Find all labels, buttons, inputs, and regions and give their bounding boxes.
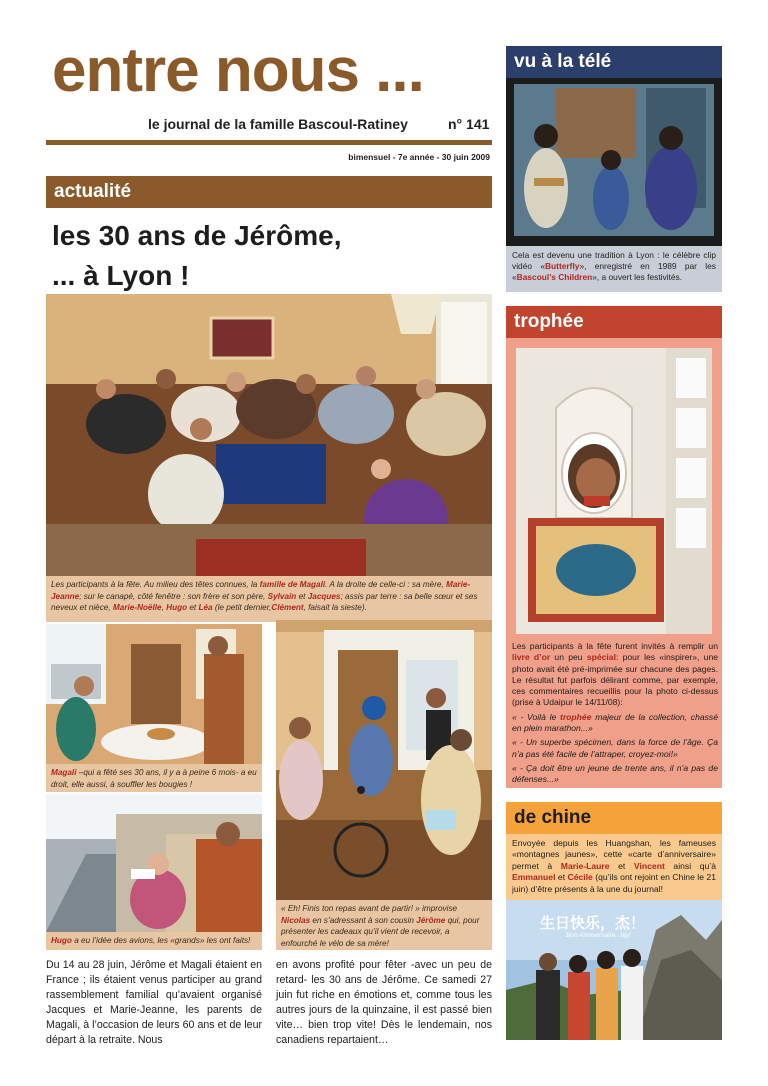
- trophee-text: [512, 641, 718, 789]
- caption-highlight: Léa: [198, 603, 213, 612]
- text: : pour les «inspirer», une photo avait été pré-imprimée sur chacune des pages. Le résultat fut parfois délirant comme, par exemple, ces commentaires recueillis pour la photo ci-dessus (prise à Udaipur le 14/11/08):: [512, 652, 719, 708]
- headline: [52, 216, 342, 296]
- headline-line-2: ... à Lyon !: [52, 260, 190, 291]
- caption-text: . A la droite de celle-ci : sa mère,: [325, 580, 447, 589]
- caption-text: », enregistré en 1989 par les «: [512, 261, 716, 282]
- hugo-caption: [46, 932, 262, 950]
- headline-line-1: les 30 ans de Jérôme,: [52, 220, 342, 251]
- section-bar-actualite: [46, 176, 492, 208]
- caption-text: et: [187, 603, 199, 612]
- group-photo: [46, 294, 492, 576]
- caption-text: ,: [161, 603, 167, 612]
- highlight: spécial: [586, 652, 616, 663]
- tv-screen-photo: [506, 78, 722, 246]
- dateline: bimensuel - 7e année - 30 juin 2009: [348, 152, 490, 162]
- section-label-tele: vu à la télé: [514, 51, 612, 72]
- caption-highlight: Jacques: [307, 591, 341, 601]
- magali-caption: [46, 764, 262, 792]
- highlight: Vincent: [633, 860, 665, 871]
- text: « - Voilà le: [512, 711, 560, 722]
- caption-text: , faisait la sieste).: [303, 603, 367, 612]
- masthead-rule: [46, 140, 492, 145]
- caption-highlight: Marie-Jeanne: [51, 580, 471, 601]
- caption-highlight: Hugo: [51, 936, 72, 945]
- caption-highlight: Hugo: [166, 603, 188, 612]
- caption-highlight: Magali: [51, 768, 77, 777]
- bicycle-caption: [276, 900, 492, 950]
- masthead-title: entre nous ...: [52, 36, 424, 105]
- caption-text: (le petit dernier,: [212, 603, 272, 612]
- section-bar-trophee: [506, 306, 722, 338]
- caption-text: qui, pour présenter les cadeaux qu’il vient de recevoir, a enfourché le vélo de sa mère!: [281, 915, 480, 948]
- trophee-paragraph: [512, 641, 718, 709]
- text: Les participants à la fête furent invités à remplir un: [512, 641, 718, 651]
- caption-highlight: Nicolas: [281, 915, 311, 925]
- hugo-balcony-photo: [46, 794, 262, 932]
- trophee-photo: [516, 348, 712, 634]
- caption-text: », a ouvert les festivités.: [592, 272, 683, 282]
- journal-subtitle: le journal de la famille Bascoul-Ratiney: [148, 116, 408, 132]
- highlight: livre d’or: [512, 652, 551, 663]
- chine-text: [506, 834, 722, 900]
- highlight: Emmanuel: [512, 872, 556, 883]
- bicycle-photo: [276, 620, 492, 900]
- section-label-chine: de chine: [514, 807, 592, 828]
- caption-text: Cela est devenu une tradition à Lyon : le célèbre clip vidéo «: [512, 250, 716, 271]
- trophee-quote-1: [512, 712, 718, 735]
- caption-text: a eu l’idée des avions, les «grands» les ont faits!: [71, 936, 251, 945]
- caption-highlight: Bascoul’s Children: [516, 272, 593, 282]
- caption-highlight: Marie-Noëlle: [112, 603, 162, 612]
- trophee-quote-3: « - Ça doit être un jeune de trente ans, il n’a pas de défenses...»: [512, 762, 718, 785]
- caption-highlight: Clément: [271, 603, 304, 612]
- text: Envoyée depuis les Huangshan, les fameuses «montagnes jaunes», cette «carte d’anniversaire» permet à: [512, 838, 716, 871]
- caption-text: et: [296, 591, 308, 601]
- caption-highlight: famille de Magali: [259, 580, 326, 589]
- magali-cake-photo: [46, 624, 262, 764]
- highlight: Marie-Laure: [560, 860, 610, 871]
- text: un peu: [550, 652, 587, 663]
- text: (qu’ils ont rejoint en Chine le 21 juin) d’être présents à la une du journal!: [512, 872, 716, 894]
- section-label-actualite: actualité: [54, 181, 132, 202]
- highlight: Cécile: [567, 872, 593, 883]
- birthday-greeting-subtitle: Bon Anniversaire, Jay!: [566, 932, 631, 939]
- highlight: trophée: [559, 711, 592, 722]
- caption-text: –qui a fêté ses 30 ans, il y a à peine 6 mois- a eu droit, elle aussi, à souffler les bougies !: [51, 768, 257, 789]
- issue-number: n° 141: [448, 116, 490, 132]
- group-photo-caption: [46, 576, 492, 622]
- tele-caption: [506, 246, 722, 292]
- section-label-trophee: trophée: [514, 311, 584, 332]
- caption-highlight: Butterfly: [545, 261, 580, 271]
- caption-highlight: Jérôme: [416, 915, 446, 925]
- article-body-column-1: Du 14 au 28 juin, Jérôme et Magali étaient en France ; ils étaient venus participer au grand rassemblement familial qu’avaient organisé Jacques et Marie-Jeanne, les parents de Magali, à l’occasion de leurs 60 ans et de leur départ à la retraite. Nous: [46, 959, 262, 1046]
- caption-text: ; sur le canapé, côté fenêtre : son frère et son père,: [79, 591, 268, 601]
- text: ainsi qu’à: [664, 860, 716, 871]
- article-body-column-2: en avons profité pour fêter -avec un peu de retard- les 30 ans de Jérôme. Ce samedi 27 juin fut riche en émotions et, comme tous les autres jours de la quinzaine, il est passé bien vite… bien trop vite! Dès le lendemain, nos canadiens repartaient…: [276, 959, 492, 1046]
- section-bar-tele: [506, 46, 722, 78]
- text: et: [555, 872, 568, 883]
- caption-highlight: Sylvain: [267, 591, 297, 601]
- trophee-quote-2: « - Un superbe spécimen, dans la force de l’âge. Ça n’a pas été facile de l’attraper, croyez-moi!»: [512, 737, 718, 759]
- birthday-greeting-chinese: 生日快乐，杰！: [540, 915, 646, 932]
- section-bar-chine: [506, 802, 722, 834]
- caption-text: Les participants à la fête. Au milieu des têtes connues, la: [51, 580, 260, 589]
- text: majeur de la collection, chassé en plein marathon...»: [512, 711, 718, 734]
- caption-text: ; assis par terre : sa belle sœur et ses neveux et nièce,: [51, 591, 478, 612]
- text: et: [609, 860, 634, 871]
- caption-text: en s’adressant à son cousin: [310, 915, 417, 925]
- caption-text: « Eh! Finis ton repas avant de partir! » improvise: [281, 904, 458, 913]
